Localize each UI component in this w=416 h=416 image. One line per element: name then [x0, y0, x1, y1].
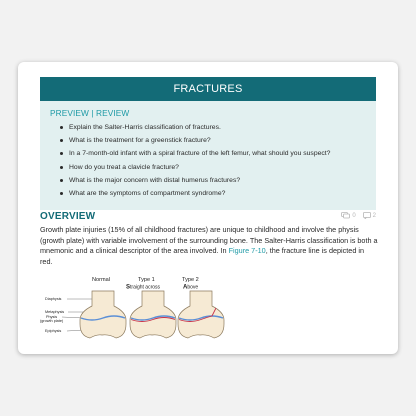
bullet-icon: [60, 139, 63, 142]
bone-type1: [130, 291, 176, 338]
notes-button[interactable]: [363, 212, 376, 219]
section-meta: [341, 212, 376, 219]
salter-harris-figure: [40, 274, 230, 346]
bullet-icon: [60, 126, 63, 129]
review-question: How do you treat a clavicle fracture?: [50, 161, 366, 174]
chapter-header: [40, 77, 376, 101]
overview-heading: OVERVIEW: [40, 211, 96, 222]
preview-review-title: PREVIEW | REVIEW: [50, 108, 130, 118]
figure-type1-caption: Straight across: [126, 284, 161, 291]
content-card: [18, 62, 398, 354]
review-question: Explain the Salter-Harris classification of fractures.: [50, 121, 366, 134]
review-question: What is the major concern with distal humerus fractures?: [50, 174, 366, 187]
label-diaphysis: Diaphysis: [45, 297, 62, 301]
bone-normal: [80, 291, 126, 338]
figure-type2-caption: Above: [183, 284, 199, 291]
bullet-icon: [60, 166, 63, 169]
review-question-list: [50, 121, 366, 200]
bullet-icon: [60, 152, 63, 155]
overview-paragraph: Growth plate injuries (15% of all childhood fractures) are unique to childhood and involve the physis (growth plate) with variable involvement of the surrounding bone. The Salter-Harris classification is both a mnemonic and a clinical descriptor of the area involved. In Figure 7-10, the fracture line is depicted in red.: [40, 225, 378, 266]
review-question: What are the symptoms of compartment syndrome?: [50, 187, 366, 200]
label-physis: Physis: [46, 315, 58, 319]
preview-review-box: [40, 101, 376, 210]
comments-count: 0: [352, 212, 356, 219]
label-epiphysis: Epiphysis: [45, 329, 62, 333]
bone-type2: [178, 291, 224, 338]
figure-link[interactable]: Figure 7-10: [228, 246, 266, 255]
label-growth-plate: (growth plate): [40, 319, 64, 323]
figure-col-normal: Normal: [92, 277, 111, 283]
notes-count: 2: [372, 212, 376, 219]
chapter-title: FRACTURES: [173, 83, 243, 95]
figure-col-type2: Type 2: [182, 277, 199, 283]
comment-icon: [341, 212, 350, 219]
bullet-icon: [60, 192, 63, 195]
comments-button[interactable]: [341, 212, 355, 219]
figure-col-type1: Type 1: [138, 277, 155, 283]
review-question: What is the treatment for a greenstick fracture?: [50, 134, 366, 147]
review-question: In a 7-month-old infant with a spiral fracture of the left femur, what should you suspect?: [50, 147, 366, 160]
label-metaphysis: Metaphysis: [45, 310, 65, 314]
note-icon: [363, 212, 371, 219]
bullet-icon: [60, 179, 63, 182]
